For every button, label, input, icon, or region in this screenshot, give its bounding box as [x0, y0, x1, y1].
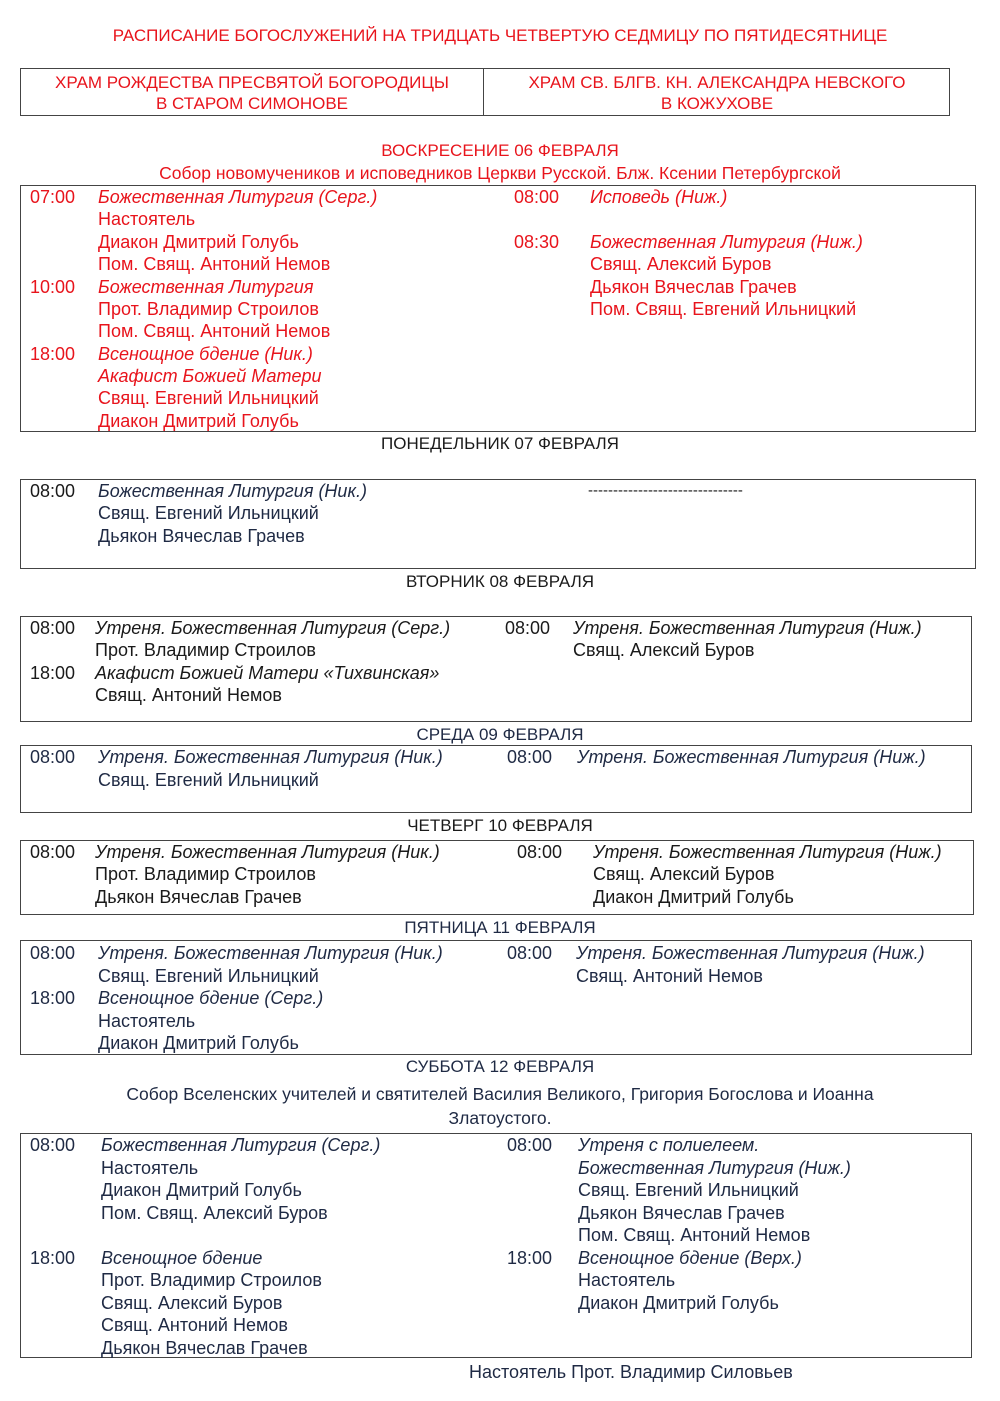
clergy: Прот. Владимир Строилов [95, 640, 316, 660]
feast-sunday: Собор новомучеников и исповедников Церкви Русской. Блж. Ксении Петербургской [159, 163, 841, 183]
temple-left [21, 72, 483, 114]
service: Акафист Божией Матери «Тихвинская» [95, 663, 440, 683]
time: 10:00 [30, 277, 76, 297]
clergy: Пом. Свящ. Алексий Буров [101, 1203, 328, 1223]
clergy: Дьякон Вячеслав Грачев [98, 526, 305, 546]
time: 08:00 [30, 1135, 76, 1155]
service: Божественная Литургия (Ник.) [98, 481, 367, 501]
clergy: Дьякон Вячеслав Грачев [101, 1338, 308, 1358]
clergy: Свящ. Евгений Ильницкий [98, 503, 319, 523]
clergy: Свящ. Алексий Буров [593, 864, 775, 884]
time: 08:30 [514, 232, 560, 252]
day-saturday: СУББОТА 12 ФЕВРАЛЯ [405, 1057, 595, 1076]
service: Исповедь (Ниж.) [590, 187, 728, 207]
clergy: Свящ. Евгений Ильницкий [578, 1180, 799, 1200]
service: Божественная Литургия (Ниж.) [590, 232, 863, 252]
service: Божественная Литургия (Ниж.) [578, 1158, 851, 1178]
feast-saturday-line2: Златоустого. [448, 1108, 552, 1128]
service: Утреня. Божественная Литургия (Ник.) [98, 943, 443, 963]
clergy: Дьякон Вячеслав Грачев [95, 887, 302, 907]
time: 08:00 [30, 747, 76, 767]
service: Божественная Литургия (Серг.) [101, 1135, 381, 1155]
service: Божественная Литургия (Серг.) [98, 187, 378, 207]
service: Утреня с полиелеем. [578, 1135, 760, 1155]
clergy: Пом. Свящ. Евгений Ильницкий [590, 299, 857, 319]
clergy: Настоятель [98, 209, 196, 229]
service: Утреня. Божественная Литургия (Ник.) [98, 747, 443, 767]
time: 08:00 [30, 481, 76, 501]
service: Всенощное бдение (Серг.) [98, 988, 324, 1008]
clergy: Настоятель [101, 1158, 199, 1178]
clergy: Пом. Свящ. Антоний Немов [98, 254, 331, 274]
time: 08:00 [517, 842, 563, 862]
temple-right [484, 72, 950, 114]
service: Всенощное бдение (Верх.) [578, 1248, 802, 1268]
clergy: Дьякон Вячеслав Грачев [590, 277, 797, 297]
temple-right-line2: В КОЖУХОВЕ [660, 94, 774, 113]
time: 08:00 [30, 943, 76, 963]
clergy: Свящ. Антоний Немов [95, 685, 282, 705]
clergy: Пом. Свящ. Антоний Немов [98, 321, 331, 341]
clergy: Настоятель [98, 1011, 196, 1031]
temple-left-line1: ХРАМ РОЖДЕСТВА ПРЕСВЯТОЙ БОГОРОДИЦЫ [55, 73, 449, 92]
time: 18:00 [30, 988, 76, 1008]
day-tuesday: ВТОРНИК 08 ФЕВРАЛЯ [405, 572, 595, 591]
clergy: Диакон Дмитрий Голубь [98, 1033, 299, 1053]
temple-left-line2: В СТАРОМ СИМОНОВЕ [155, 94, 349, 113]
time: 18:00 [30, 344, 76, 364]
time: 08:00 [30, 842, 76, 862]
service: Всенощное бдение [101, 1248, 263, 1268]
time: 08:00 [507, 1135, 553, 1155]
time: 08:00 [507, 747, 553, 767]
clergy: Прот. Владимир Строилов [98, 299, 319, 319]
clergy: Настоятель [578, 1270, 676, 1290]
clergy: Диакон Дмитрий Голубь [98, 411, 299, 431]
clergy: Свящ. Антоний Немов [101, 1315, 288, 1335]
time: 07:00 [30, 187, 76, 207]
service: Утреня. Божественная Литургия (Ниж.) [573, 618, 922, 638]
clergy: Диакон Дмитрий Голубь [593, 887, 794, 907]
service: Утреня. Божественная Литургия (Ниж.) [576, 943, 925, 963]
clergy: Пом. Свящ. Антоний Немов [578, 1225, 811, 1245]
day-thursday: ЧЕТВЕРГ 10 ФЕВРАЛЯ [407, 816, 593, 835]
day-friday: ПЯТНИЦА 11 ФЕВРАЛЯ [404, 918, 596, 937]
feast-saturday-line1: Собор Вселенских учителей и святителей Василия Великого, Григория Богослова и Иоанна [126, 1084, 874, 1104]
day-sunday: ВОСКРЕСЕНИЕ 06 ФЕВРАЛЯ [381, 141, 619, 160]
day-monday: ПОНЕДЕЛЬНИК 07 ФЕВРАЛЯ [381, 434, 619, 453]
time: 08:00 [30, 618, 76, 638]
clergy: Диакон Дмитрий Голубь [101, 1180, 302, 1200]
clergy: Диакон Дмитрий Голубь [578, 1293, 779, 1313]
footer-signature: Настоятель Прот. Владимир Силовьев [469, 1362, 793, 1382]
clergy: Дьякон Вячеслав Грачев [578, 1203, 785, 1223]
clergy: Свящ. Алексий Буров [573, 640, 755, 660]
clergy: Свящ. Евгений Ильницкий [98, 966, 319, 986]
clergy: Прот. Владимир Строилов [101, 1270, 322, 1290]
time: 18:00 [507, 1248, 553, 1268]
time: 08:00 [507, 943, 553, 963]
service: Акафист Божией Матери [98, 366, 322, 386]
clergy: Свящ. Антоний Немов [576, 966, 763, 986]
page-title: РАСПИСАНИЕ БОГОСЛУЖЕНИЙ НА ТРИДЦАТЬ ЧЕТВЕРТУЮ СЕДМИЦУ ПО ПЯТИДЕСЯТНИЦЕ [112, 26, 888, 45]
temple-right-line1: ХРАМ СВ. БЛГВ. КН. АЛЕКСАНДРА НЕВСКОГО [528, 73, 906, 92]
clergy: Свящ. Алексий Буров [101, 1293, 283, 1313]
service: Утреня. Божественная Литургия (Ник.) [95, 842, 440, 862]
service: Утреня. Божественная Литургия (Ниж.) [593, 842, 942, 862]
service: Божественная Литургия [98, 277, 314, 297]
no-service-dash: ------------------------------- [588, 482, 743, 499]
header-box [20, 68, 950, 116]
clergy: Свящ. Алексий Буров [590, 254, 772, 274]
service: Утреня. Божественная Литургия (Серг.) [95, 618, 451, 638]
time: 08:00 [514, 187, 560, 207]
clergy: Прот. Владимир Строилов [95, 864, 316, 884]
service: Всенощное бдение (Ник.) [98, 344, 313, 364]
time: 18:00 [30, 663, 76, 683]
service: Утреня. Божественная Литургия (Ниж.) [577, 747, 926, 767]
clergy: Диакон Дмитрий Голубь [98, 232, 299, 252]
time: 18:00 [30, 1248, 76, 1268]
clergy: Свящ. Евгений Ильницкий [98, 388, 319, 408]
time: 08:00 [505, 618, 551, 638]
day-wednesday: СРЕДА 09 ФЕВРАЛЯ [416, 725, 584, 744]
clergy: Свящ. Евгений Ильницкий [98, 770, 319, 790]
